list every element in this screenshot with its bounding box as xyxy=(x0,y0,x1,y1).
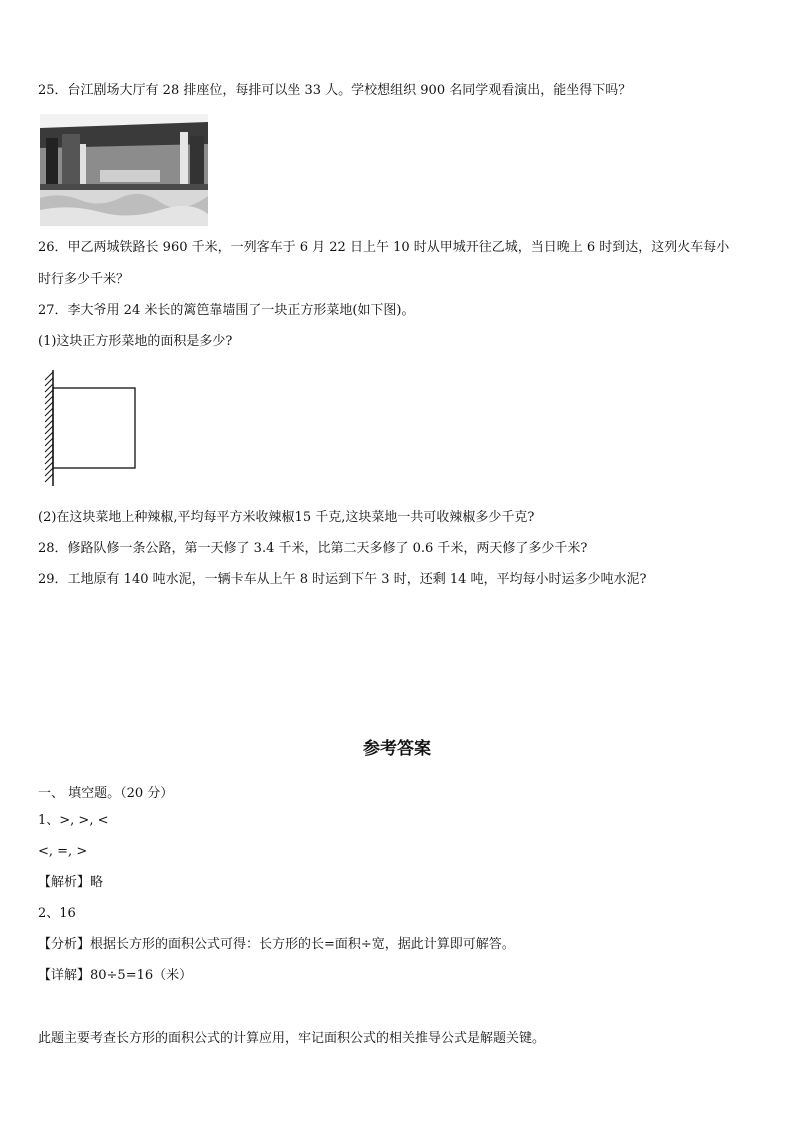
theater-photo xyxy=(40,114,208,226)
question-27-part1: (1)这块正方形菜地的面积是多少? xyxy=(38,334,233,349)
question-26-line1: 26．甲乙两城铁路长 960 千米，一列客车于 6 月 22 日上午 10 时从甲城开往乙城，当日晚上 6 时到达，这列火车每小 xyxy=(38,240,730,255)
answer-2-analysis: 【分析】根据长方形的面积公式可得：长方形的长=面积÷宽，据此计算即可解答。 xyxy=(38,937,515,952)
answer-heading: 参考答案 xyxy=(363,739,431,759)
answer-2-line1: 2、16 xyxy=(38,906,76,921)
question-27-part2: (2)在这块菜地上种辣椒,平均每平方米收辣椒15 千克,这块菜地一共可收辣椒多少千克? xyxy=(38,510,535,525)
square-garden-diagram xyxy=(38,368,148,488)
section-1-title: 一、 填空题。（20 分） xyxy=(38,786,174,801)
answer-2-detail: 【详解】80÷5=16（米） xyxy=(38,968,193,983)
question-25: 25．台江剧场大厅有 28 排座位，每排可以坐 33 人。学校想组织 900 名同学观看演出，能坐得下吗？ xyxy=(38,83,632,98)
question-29: 29．工地原有 140 吨水泥，一辆卡车从上午 8 时运到下午 3 时，还剩 14 吨，平均每小时运多少吨水泥? xyxy=(38,572,647,587)
answer-2-summary: 此题主要考查长方形的面积公式的计算应用，牢记面积公式的相关推导公式是解题关键。 xyxy=(38,1031,546,1046)
answer-1-line2: <, =, > xyxy=(38,844,88,859)
answer-1-line1: 1、>, >, < xyxy=(38,813,109,828)
question-26-line2: 时行多少千米？ xyxy=(38,272,130,287)
question-28: 28．修路队修一条公路，第一天修了 3.4 千米，比第二天多修了 0.6 千米，两天修了多少千米? xyxy=(38,541,588,556)
answer-1-analysis: 【解析】略 xyxy=(38,875,104,890)
question-27: 27．李大爷用 24 米长的篱笆靠墙围了一块正方形菜地(如下图)。 xyxy=(38,303,415,318)
